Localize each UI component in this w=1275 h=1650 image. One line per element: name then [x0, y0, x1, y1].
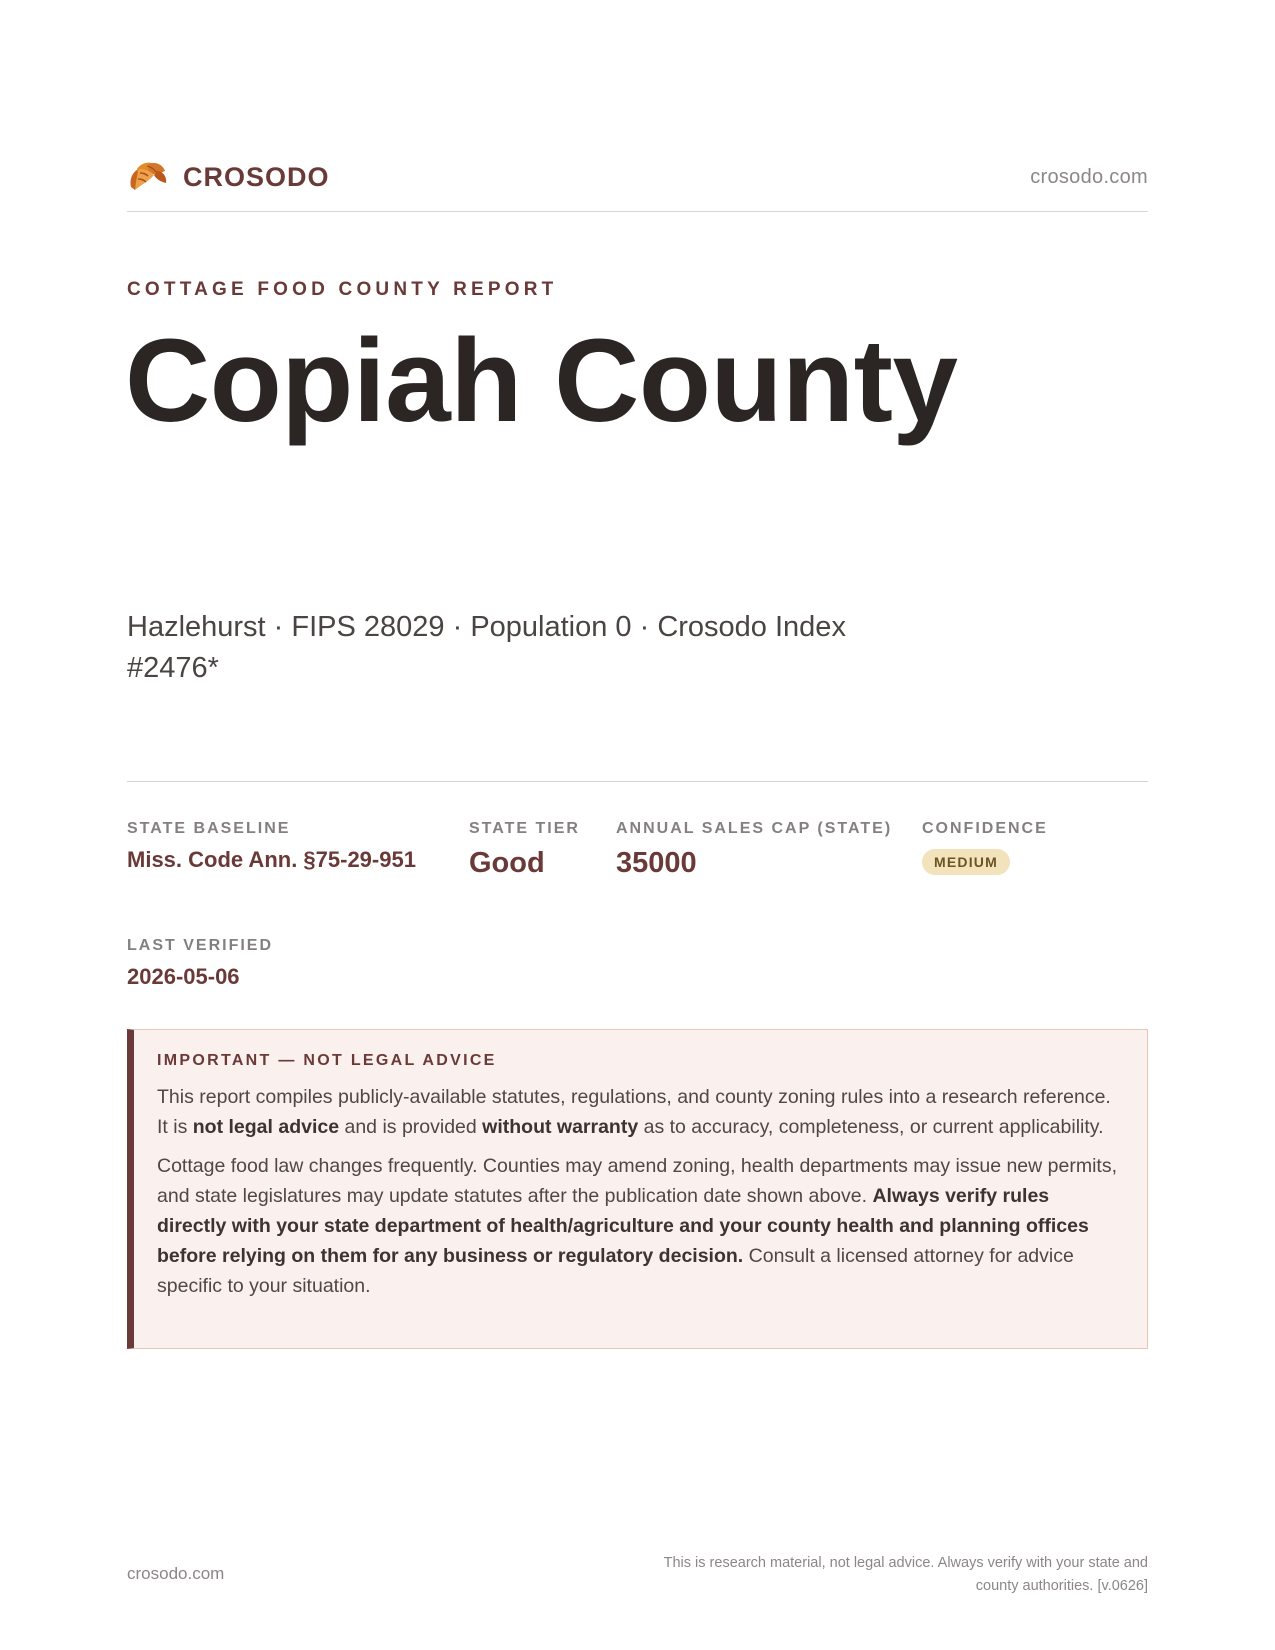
notice-text: as to accuracy, completeness, or current applicability.	[638, 1116, 1104, 1138]
stat-value: Good	[469, 847, 545, 879]
notice-text: and is provided	[339, 1116, 483, 1138]
stat-label: STATE TIER	[469, 820, 580, 837]
brand[interactable]	[127, 157, 330, 197]
stat-label: LAST VERIFIED	[127, 937, 274, 954]
page-title: Copiah County	[125, 315, 958, 447]
section-divider	[127, 781, 1148, 782]
report-subtitle: Hazlehurst · FIPS 28029 · Population 0 · Crosodo Index #2476*	[127, 611, 846, 684]
stat-confidence	[922, 820, 1048, 875]
notice-text: This report compiles publicly-available statutes, regulations, and county zoning rules into a research reference. It is	[157, 1086, 1111, 1138]
page-header	[127, 157, 1148, 212]
stat-label: ANNUAL SALES CAP (STATE)	[616, 820, 893, 837]
stat-state-tier	[469, 820, 580, 880]
notice-emphasis: without warranty	[482, 1116, 639, 1138]
croissant-icon	[127, 157, 169, 197]
stat-label: STATE BASELINE	[127, 820, 291, 837]
report-eyebrow: COTTAGE FOOD COUNTY REPORT	[127, 279, 558, 300]
stat-value: Miss. Code Ann. §75-29-951	[127, 847, 416, 872]
stat-sales-cap	[616, 820, 892, 880]
notice-text: Cottage food law changes frequently. Counties may amend zoning, health departments may issue new permits, and state legislatures may update statutes after the publication date shown above.	[157, 1155, 1117, 1207]
stat-label: CONFIDENCE	[922, 820, 1048, 837]
stat-last-verified	[127, 937, 273, 990]
notice-emphasis: Always verify rules directly with your state department of health/agriculture and your county health and planning offices before relying on them for any business or regulatory decision.	[157, 1185, 1089, 1267]
stat-value: 35000	[616, 847, 697, 879]
header-url-link[interactable]: crosodo.com	[1030, 166, 1148, 188]
footer-url-link[interactable]: crosodo.com	[127, 1564, 225, 1583]
notice-paragraph	[157, 1082, 1123, 1142]
notice-title: IMPORTANT — NOT LEGAL ADVICE	[157, 1052, 497, 1069]
notice-emphasis: not legal advice	[192, 1116, 340, 1138]
confidence-badge: MEDIUM	[922, 849, 1010, 875]
stat-value: 2026-05-06	[127, 964, 240, 989]
stat-state-baseline	[127, 820, 416, 873]
brand-name: CROSODO	[183, 161, 330, 192]
legal-notice	[127, 1029, 1148, 1349]
notice-text: Consult a licensed attorney for advice specific to your situation.	[157, 1245, 1074, 1297]
notice-paragraph	[157, 1151, 1123, 1301]
footer-disclaimer: This is research material, not legal advice. Always verify with your state and county authorities. [v.0626]	[663, 1555, 1148, 1594]
